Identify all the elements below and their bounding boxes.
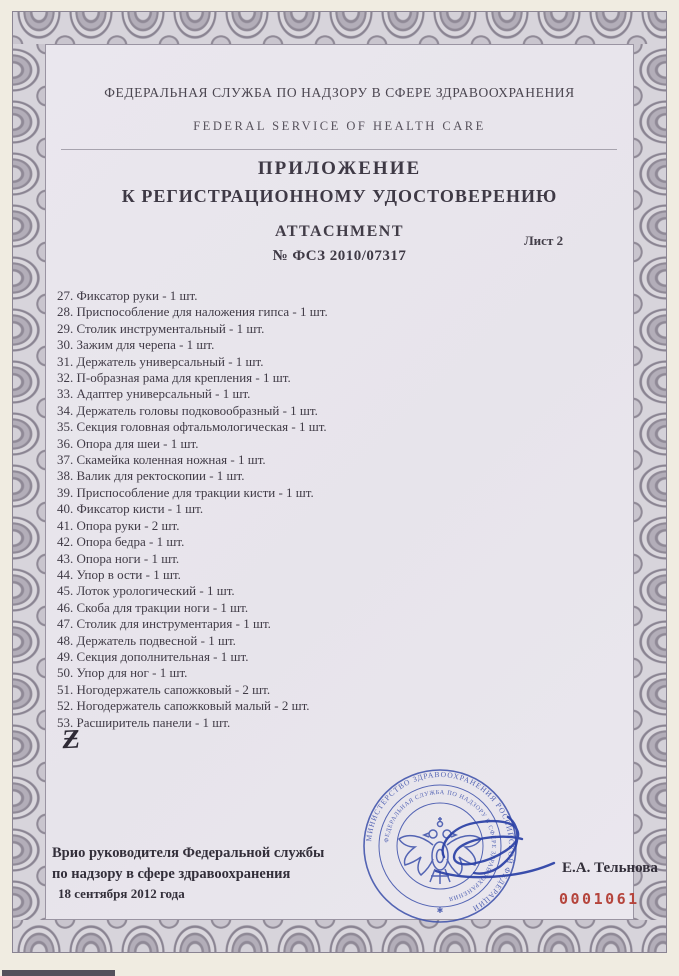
equipment-list-item: 32. П-образная рама для крепления - 1 шт. (57, 370, 291, 386)
equipment-list-item: 49. Секция дополнительная - 1 шт. (57, 648, 249, 664)
equipment-list-item: 45. Лоток урологический - 1 шт. (57, 583, 235, 599)
org-name-russian: ФЕДЕРАЛЬНАЯ СЛУЖБА ПО НАДЗОРУ В СФЕРЕ ЗДРАВООХРАНЕНИЯ (104, 85, 575, 100)
letterhead-divider (61, 149, 617, 150)
stamp-outer-ring-text: МИНИСТЕРСТВО ЗДРАВООХРАНЕНИЯ РОССИЙСКОЙ ФЕДЕРАЦИИ (364, 769, 517, 914)
equipment-list-item: 33. Адаптер универсальный - 1 шт. (57, 386, 251, 402)
handwritten-signature (428, 805, 564, 897)
equipment-list-item: 50. Упор для ног - 1 шт. (57, 665, 188, 681)
equipment-list-item: 43. Опора ноги - 1 шт. (57, 550, 180, 566)
document-body (46, 45, 658, 919)
equipment-list-item: 53. Расширитель панели - 1 шт. (57, 714, 231, 730)
end-of-list-mark: Ƶ (60, 723, 82, 755)
equipment-list-item: 39. Приспособление для тракции кисти - 1 шт. (57, 484, 314, 500)
equipment-list-item: 27. Фиксатор руки - 1 шт. (57, 288, 198, 303)
certificate-number: № ФСЗ 2010/07317 (272, 248, 407, 264)
equipment-list-item: 46. Скоба для тракции ноги - 1 шт. (57, 599, 249, 615)
signer-position-line2: по надзору в сфере здравоохранения (52, 866, 291, 882)
equipment-list-item: 52. Ногодержатель сапожковый малый - 2 шт. (57, 698, 310, 714)
equipment-list-item: 44. Упор в ости - 1 шт. (57, 566, 181, 582)
equipment-list-item: 35. Секция головная офтальмологическая - 1 шт. (57, 419, 327, 435)
equipment-list-item: 34. Держатель головы подковообразный - 1 шт. (57, 402, 318, 418)
equipment-list-item: 41. Опора руки - 2 шт. (57, 517, 180, 533)
stamp-inner-ring-text: ФЕДЕРАЛЬНАЯ СЛУЖБА ПО НАДЗОРУ В СФЕРЕ ЗДРАВООХРАНЕНИЯ (383, 788, 498, 903)
sheet-number: Лист 2 (524, 233, 564, 248)
equipment-list-item: 42. Опора бедра - 1 шт. (57, 534, 185, 550)
signer-name: Е.А. Тельнова (562, 860, 658, 876)
serial-number: 0001061 (559, 890, 640, 908)
equipment-list-item: 38. Валик для ректоскопии - 1 шт. (57, 468, 245, 484)
equipment-list-item: 29. Столик инструментальный - 1 шт. (57, 320, 265, 336)
equipment-list-item: 28. Приспособление для наложения гипса - 1 шт. (57, 304, 328, 320)
equipment-list-item: 48. Держатель подвесной - 1 шт. (57, 632, 236, 648)
equipment-list-item: 47. Столик для инструментария - 1 шт. (57, 616, 271, 632)
equipment-list-item: 31. Держатель универсальный - 1 шт. (57, 353, 264, 369)
equipment-list-item: 51. Ногодержатель сапожковый - 2 шт. (57, 681, 271, 697)
stamp-star-separator: ✱ (436, 906, 444, 915)
signature-date: 18 сентября 2012 года (58, 886, 185, 901)
document-title-en: ATTACHMENT (274, 223, 405, 240)
equipment-list-item: 37. Скамейка коленная ножная - 1 шт. (57, 452, 266, 468)
document-title-ru: ПРИЛОЖЕНИЕ (257, 158, 422, 179)
equipment-list-item: 30. Зажим для черепа - 1 шт. (57, 337, 215, 353)
equipment-list-item: 36. Опора для шеи - 1 шт. (57, 435, 199, 451)
document-subtitle-ru: К РЕГИСТРАЦИОННОМУ УДОСТОВЕРЕНИЮ (121, 186, 558, 206)
signer-position-line1: Врио руководителя Федеральной службы (52, 845, 325, 861)
signature-block (52, 843, 324, 902)
equipment-list-item: 40. Фиксатор кисти - 1 шт. (57, 501, 204, 517)
equipment-list (57, 288, 597, 731)
org-name-english: FEDERAL SERVICE OF HEALTH CARE (193, 119, 486, 133)
scan-edge-artifact (2, 970, 115, 976)
